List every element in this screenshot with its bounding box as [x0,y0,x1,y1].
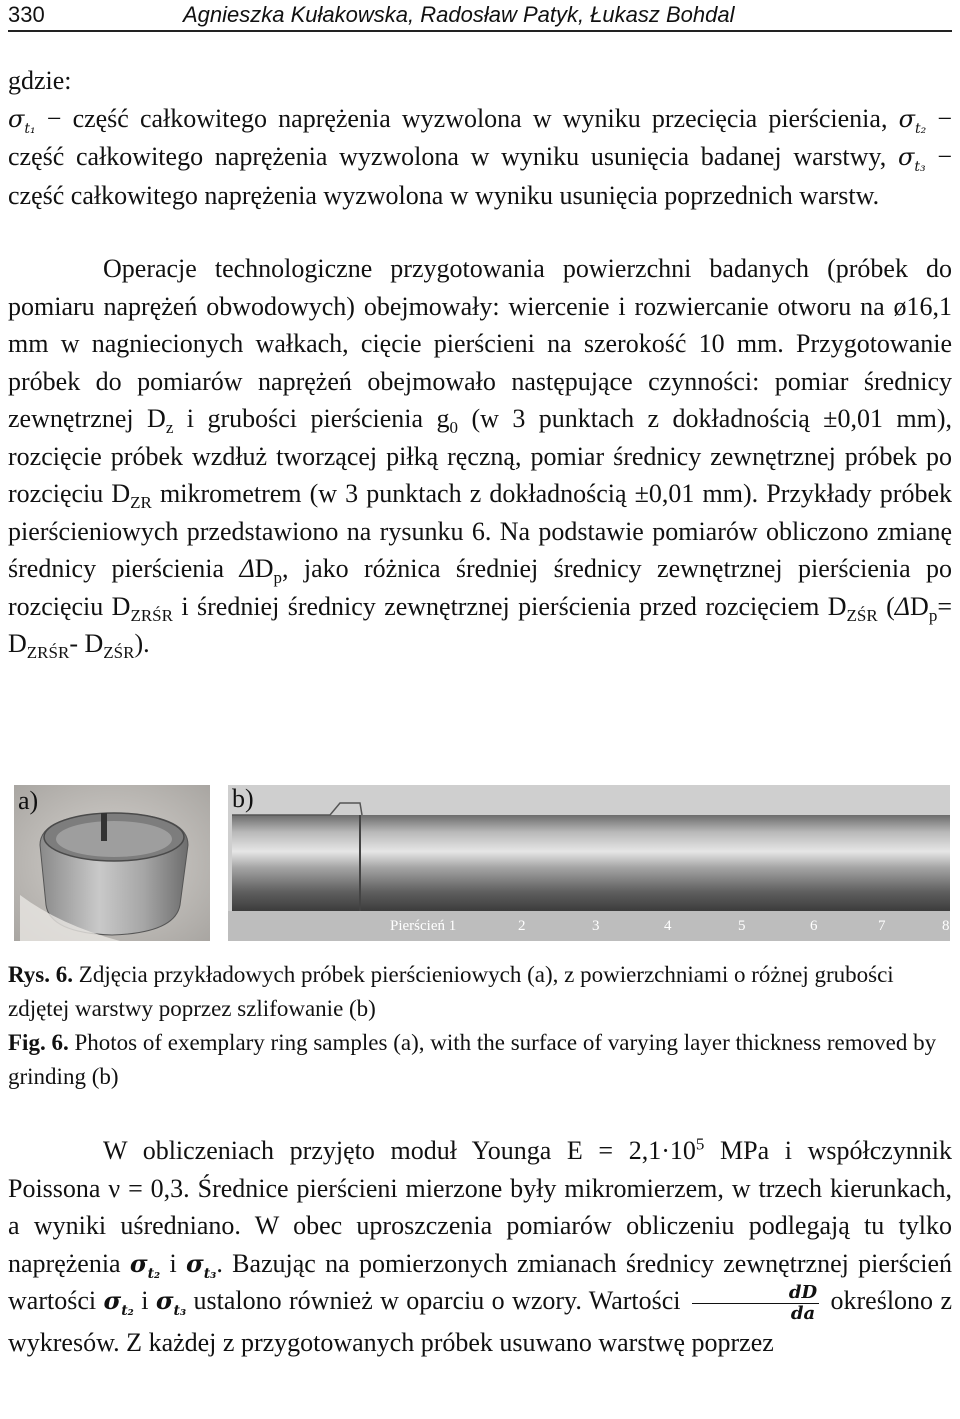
figure-label-b: b) [232,784,254,813]
sigma-t1-symbol: $\sigma_{t_1}$ [8,104,36,137]
definitions-paragraph [8,62,952,214]
running-authors: Agnieszka Kułakowska, Radosław Patyk, Łukasz Bohdal [183,2,735,27]
shaft-label-3: 3 [592,918,600,934]
figure-caption [8,958,952,1094]
sigma-t3-bold: $\sigma_{t_3}$ [186,1248,217,1282]
figure-label-a: a) [18,786,39,815]
page-number: 330 [8,2,45,27]
definition-1: część całkowitego naprężenia wyzwolona w wyniku przecięcia pierścienia, [72,103,888,133]
paragraph-calculations: W obliczeniach przyjęto moduł Younga $E = 2,1\cdot 10^5$ MPa i współczynnik Poissona ν = 0,3. Średnice pierścieni mierzone były mikromierzem, w trzech kierunkach, a wyniki uśredniano. W obec uproszczenia pomiarów obliczeniu podlegają tu tylko naprężenia $\sigma_{t_2}$ i $\sigma_{t_3}$. Bazując na pomierzonych zmianach średnicy zewnętrznej pierścień wartości $\sigma_{t_2}$ i $\sigma_{t_3}$ ustalono również w oparciu o wzory. Wartości $\frac{dD}{da}$ określono z wykresów. Z każdej z przygotowanych próbek usuwano warstwę poprzez [8,1134,952,1357]
dD-da-fraction: $\frac{dD}{da}$ [692,1283,819,1324]
shaft-label-6: 6 [810,918,818,934]
definition-2: część całkowitego naprężenia wyzwolona w wyniku usunięcia badanej warstwy, [8,142,887,171]
sigma-t3-bold-2: $\sigma_{t_3}$ [155,1286,187,1319]
sigma-t2-symbol: $\sigma_{t_2}$ [898,104,927,137]
shaft-label-1: Pierścień 1 [390,918,457,934]
figure-6-photos [0,775,960,955]
caption-polish: Rys. 6. Zdjęcia przykładowych próbek pierścieniowych (a), z powierzchniami o różnej grubości zdjętej warstwy poprzez szlifowanie (b) [8,962,894,1021]
gdzie-label: gdzie: [8,66,72,95]
shaft-label-8: 8 [942,918,950,934]
definition-3: część całkowitego naprężenia wyzwolona w wyniku usunięcia poprzednich warstw. [8,180,880,210]
sigma-t3-symbol: $\sigma_{t_3}$ [897,143,926,175]
sigma-t2-bold: $\sigma_{t_2}$ [129,1248,161,1282]
photo-a-ring-sample [14,785,210,941]
definitions-text: $\sigma_{t_1}$ − część całkowitego naprężenia wyzwolona w wyniku przecięcia pierścienia, $\sigma_{t_2}$ − część całkowitego naprężenia wyzwolona w wyniku usunięcia badanej warstwy, $\sigma_{t_3}$ − część całkowitego naprężenia wyzwolona w wyniku usunięcia poprzednich warstw. [8,103,953,210]
caption-english: Fig. 6. Photos of exemplary ring samples (a), with the surface of varying layer thickness removed by grinding (b) [8,1030,937,1089]
shaft-label-5: 5 [738,918,746,934]
shaft-label-4: 4 [664,918,672,934]
sigma-t2-bold-2: $\sigma_{t_2}$ [103,1286,134,1319]
photo-b-shaft-sample [228,784,950,941]
paragraph-preparation: Operacje technologiczne przygotowania powierzchni badanych (próbek do pomiaru naprężeń obwodowych) obejmowały: wiercenie i rozwiercanie otworu na ø16,1 mm w nagniecionych wałkach, cięcie pierścieni na szerokość 10 mm. Przygotowanie próbek do pomiarów naprężeń obejmowało następujące czynności: pomiar średnicy zewnętrznej $D_z$ i grubości pierścienia $g_0$ (w 3 punktach z dokładnością ±0,01 mm), rozcięcie próbek wzdłuż tworzącej piłką ręczną, pomiar średnicy zewnętrznej próbek po rozcięciu $D_{ZR}$ mikrometrem (w 3 punktach z dokładnością ±0,01 mm). Przykłady próbek pierścieniowych przedstawiono na rysunku 6. Na podstawie pomiarów obliczono zmianę średnicy pierścienia $\Delta D_p$, jako różnica średniej średnicy zewnętrznej pierścienia po rozcięciu $D_{ZRŚR}$ i średniej średnicy zewnętrznej pierścienia przed rozcięciem $D_{ZŚR}$ ($\Delta D_p= D_{ZRŚR}-$ $D_{ZŚR}$). [8,254,953,663]
shaft-label-7: 7 [878,918,886,934]
running-header [8,0,952,32]
shaft-label-2: 2 [518,918,526,934]
